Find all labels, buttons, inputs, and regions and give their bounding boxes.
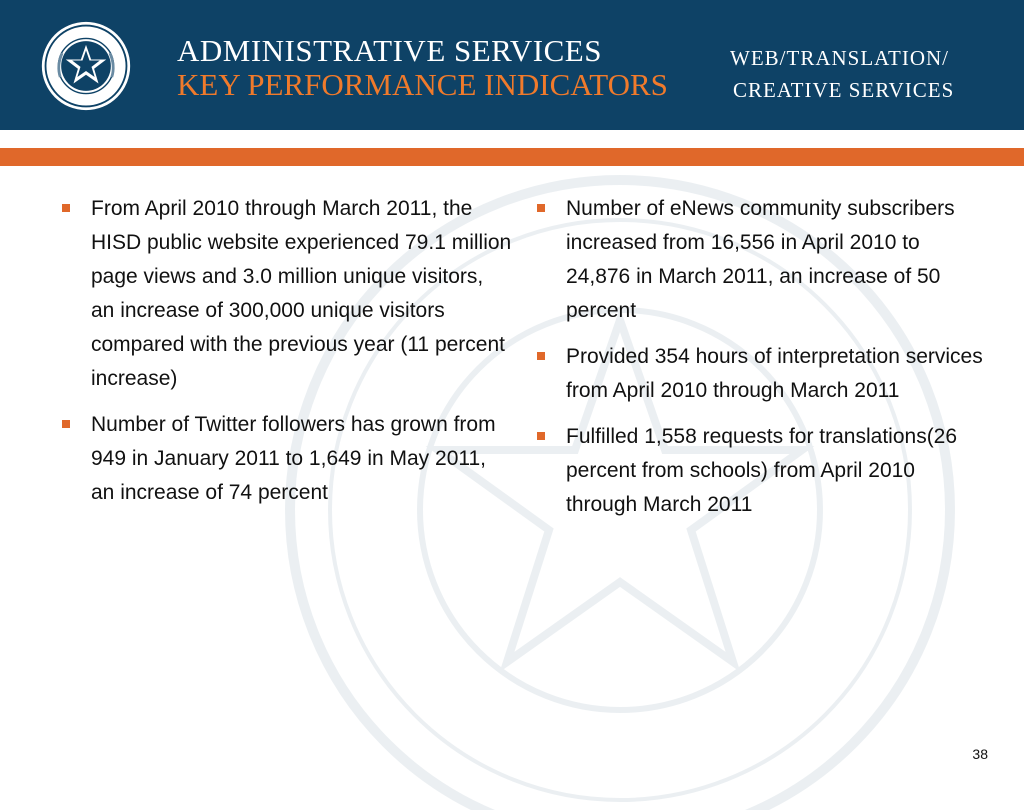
bullet-text: Fulfilled 1,558 requests for translations(26 percent from schools) from April 2010 through March 2011 [566, 425, 958, 516]
department-line-1: WEB/TRANSLATION/ [730, 46, 949, 70]
header-divider [0, 130, 1024, 135]
orange-accent-bar [0, 148, 1024, 166]
hisd-seal-icon [40, 20, 132, 112]
bullet-text: Provided 354 hours of interpretation services from April 2010 through March 2011 [566, 345, 983, 402]
list-item [62, 408, 512, 510]
department-title [730, 42, 954, 106]
title-line-administrative-services: ADMINISTRATIVE SERVICES [177, 33, 602, 68]
bullet-text: Number of eNews community subscribers increased from 16,556 in April 2010 to 24,876 in March 2011, an increase of 50 percent [566, 197, 955, 322]
square-bullet-icon [537, 432, 545, 440]
slide-title [177, 34, 668, 102]
list-item [537, 192, 987, 328]
square-bullet-icon [62, 204, 70, 212]
bullet-text: From April 2010 through March 2011, the HISD public website experienced 79.1 million page views and 3.0 million unique visitors, an increase of 300,000 unique visitors compared with the previous year (11 percent increase) [91, 197, 512, 390]
square-bullet-icon [537, 204, 545, 212]
list-item [537, 340, 987, 408]
title-line-kpi: KEY PERFORMANCE INDICATORS [177, 67, 668, 102]
page-number: 38 [972, 746, 988, 762]
square-bullet-icon [537, 352, 545, 360]
square-bullet-icon [62, 420, 70, 428]
bullet-text: Number of Twitter followers has grown from 949 in January 2011 to 1,649 in May 2011, an increase of 74 percent [91, 413, 496, 504]
department-line-2: CREATIVE SERVICES [733, 78, 955, 102]
right-bullet-list [537, 192, 987, 534]
list-item [62, 192, 512, 396]
left-bullet-list [62, 192, 512, 522]
list-item [537, 420, 987, 522]
header-banner [0, 0, 1024, 130]
